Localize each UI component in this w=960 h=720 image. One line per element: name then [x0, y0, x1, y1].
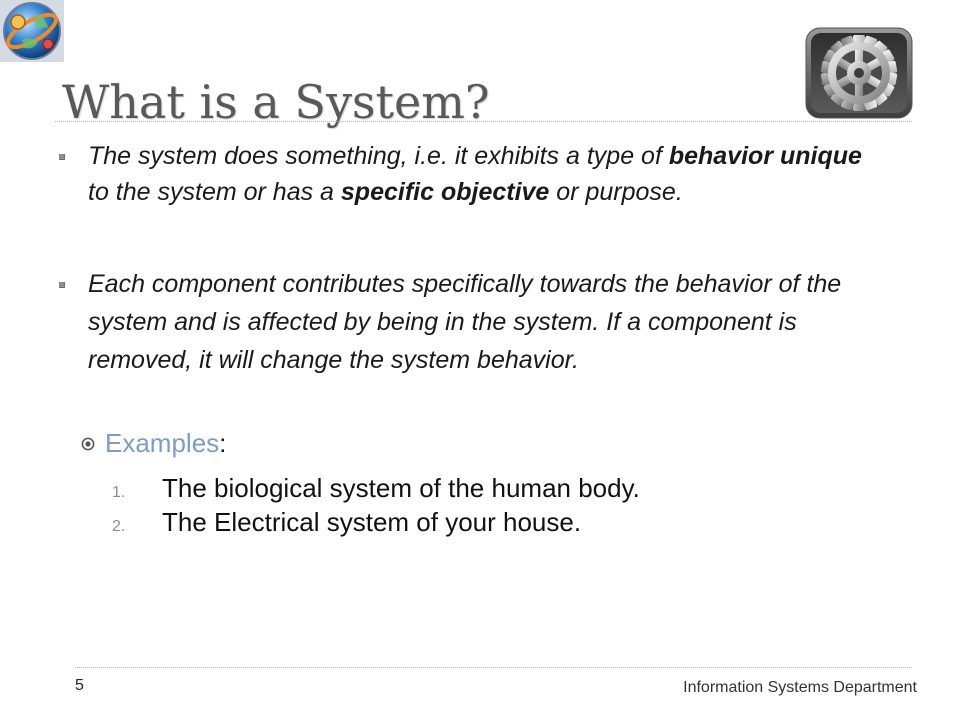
- footer-divider: [75, 667, 912, 668]
- examples-colon: :: [219, 428, 227, 458]
- square-bullet-icon: [59, 282, 65, 288]
- list-item: [112, 472, 640, 504]
- emblem-logo: [0, 0, 64, 62]
- list-item-number: 1.: [112, 484, 126, 501]
- list-item: [112, 506, 581, 538]
- examples-heading: [105, 427, 226, 459]
- slide-title: What is a System?: [62, 75, 490, 129]
- bullet-1-emphasis: specific objective: [340, 178, 550, 206]
- title-divider: [55, 121, 912, 122]
- bullet-1-emphasis: behavior unique: [668, 142, 862, 170]
- gear-icon: [805, 27, 913, 119]
- list-item-text: The biological system of the human body.: [162, 473, 640, 503]
- list-item-number: 2.: [112, 518, 126, 535]
- bullet-1-text: to the system or has a: [88, 178, 334, 206]
- circled-dot-bullet-icon: [81, 437, 95, 451]
- bullet-2-line-2: system and is affected by being in the system. If a component is: [88, 308, 797, 336]
- page-number: 5: [75, 677, 84, 694]
- bullet-2-line-1: Each component contributes specifically towards the behavior of the: [88, 270, 842, 298]
- bullet-2-line-3: removed, it will change the system behavior.: [88, 346, 579, 374]
- bullet-1-line-1: [88, 141, 862, 171]
- bullet-1-line-2: [88, 177, 683, 207]
- examples-label: Examples: [105, 428, 220, 458]
- square-bullet-icon: [59, 154, 65, 160]
- footer-text: Information Systems Department: [683, 679, 917, 696]
- bullet-1-text: or purpose.: [556, 178, 683, 206]
- list-item-text: The Electrical system of your house.: [162, 507, 582, 537]
- bullet-1-text: The system does something, i.e. it exhibits a type of: [88, 142, 662, 170]
